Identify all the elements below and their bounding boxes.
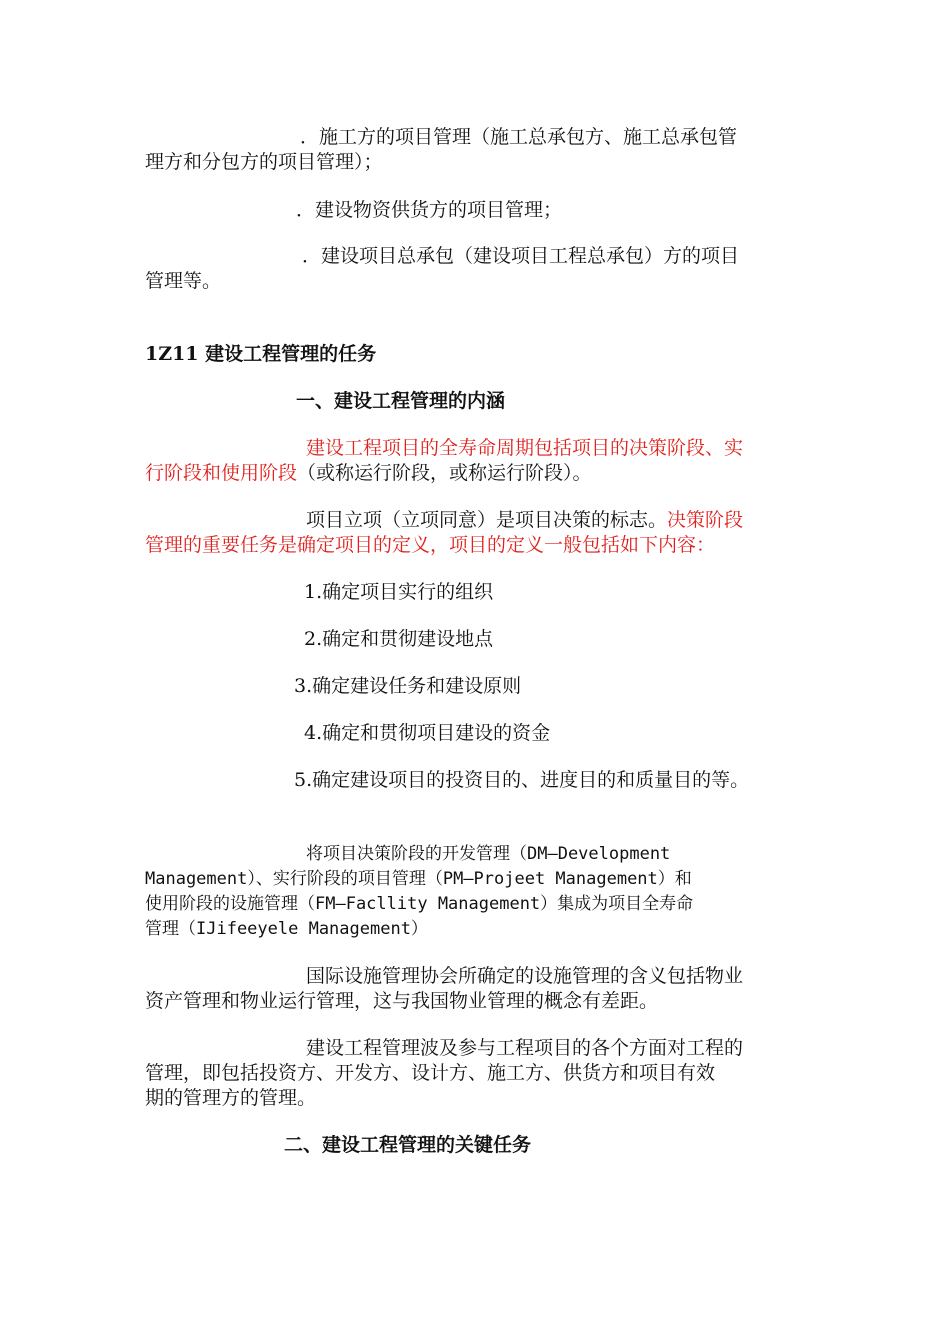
p4-line1: 建设工程项目的全寿命周期包括项目的决策阶段、实 <box>306 437 744 459</box>
heading-1: 一、建设工程管理的内涵 <box>296 390 506 412</box>
p8-line3: 期的管理方的管理。 <box>145 1087 317 1109</box>
p4-line2-rest: （或称运行阶段，或称运行阶段）。 <box>297 462 592 484</box>
p5-line1-highlight: 决策阶段 <box>667 509 744 531</box>
p6-line4: 管理（IJifeeyele Management） <box>145 919 428 939</box>
list-item-1: 1.确定项目实行的组织 <box>304 581 494 603</box>
p4-line2 <box>145 461 592 486</box>
p2-line1: ．建设物资供货方的项目管理； <box>296 199 563 221</box>
list-item-5: 5.确定建设项目的投资目的、进度目的和质量目的等。 <box>294 769 750 791</box>
p4-line2-highlight: 行阶段和使用阶段 <box>145 462 298 484</box>
p5-line2: 管理的重要任务是确定项目的定义，项目的定义一般包括如下内容： <box>145 534 716 556</box>
heading-2: 二、建设工程管理的关键任务 <box>284 1134 532 1156</box>
p5-line1 <box>306 508 743 533</box>
section-title: 1Z11 建设工程管理的任务 <box>145 343 377 365</box>
p6-line3: 使用阶段的设施管理（FM—Facllity Management）集成为项目全寿命 <box>145 894 694 914</box>
p7-line1: 国际设施管理协会所确定的设施管理的含义包括物业 <box>306 965 744 987</box>
p5-line1-text: 项目立项（立项同意）是项目决策的标志。 <box>306 509 668 531</box>
p6-line2: Management）、实行阶段的项目管理（PM—Projeet Management）和 <box>145 869 692 889</box>
p1-line1: ．施工方的项目管理（施工总承包方、施工总承包管 <box>300 126 738 148</box>
p1-line2: 理方和分包方的项目管理）； <box>145 151 383 173</box>
p3-line1: ．建设项目总承包（建设项目工程总承包）方的项目 <box>302 245 740 267</box>
p8-line2: 管理，即包括投资方、开发方、设计方、施工方、供货方和项目有效 <box>145 1062 716 1084</box>
p6-line1: 将项目决策阶段的开发管理（DM—Development <box>306 844 671 864</box>
p8-line1: 建设工程管理波及参与工程项目的各个方面对工程的 <box>306 1037 744 1059</box>
p3-line2: 管理等。 <box>145 270 222 292</box>
list-item-3: 3.确定建设任务和建设原则 <box>294 675 522 697</box>
p7-line2: 资产管理和物业运行管理，这与我国物业管理的概念有差距。 <box>145 990 659 1012</box>
list-item-4: 4.确定和贯彻项目建设的资金 <box>304 722 551 744</box>
list-item-2: 2.确定和贯彻建设地点 <box>304 628 494 650</box>
